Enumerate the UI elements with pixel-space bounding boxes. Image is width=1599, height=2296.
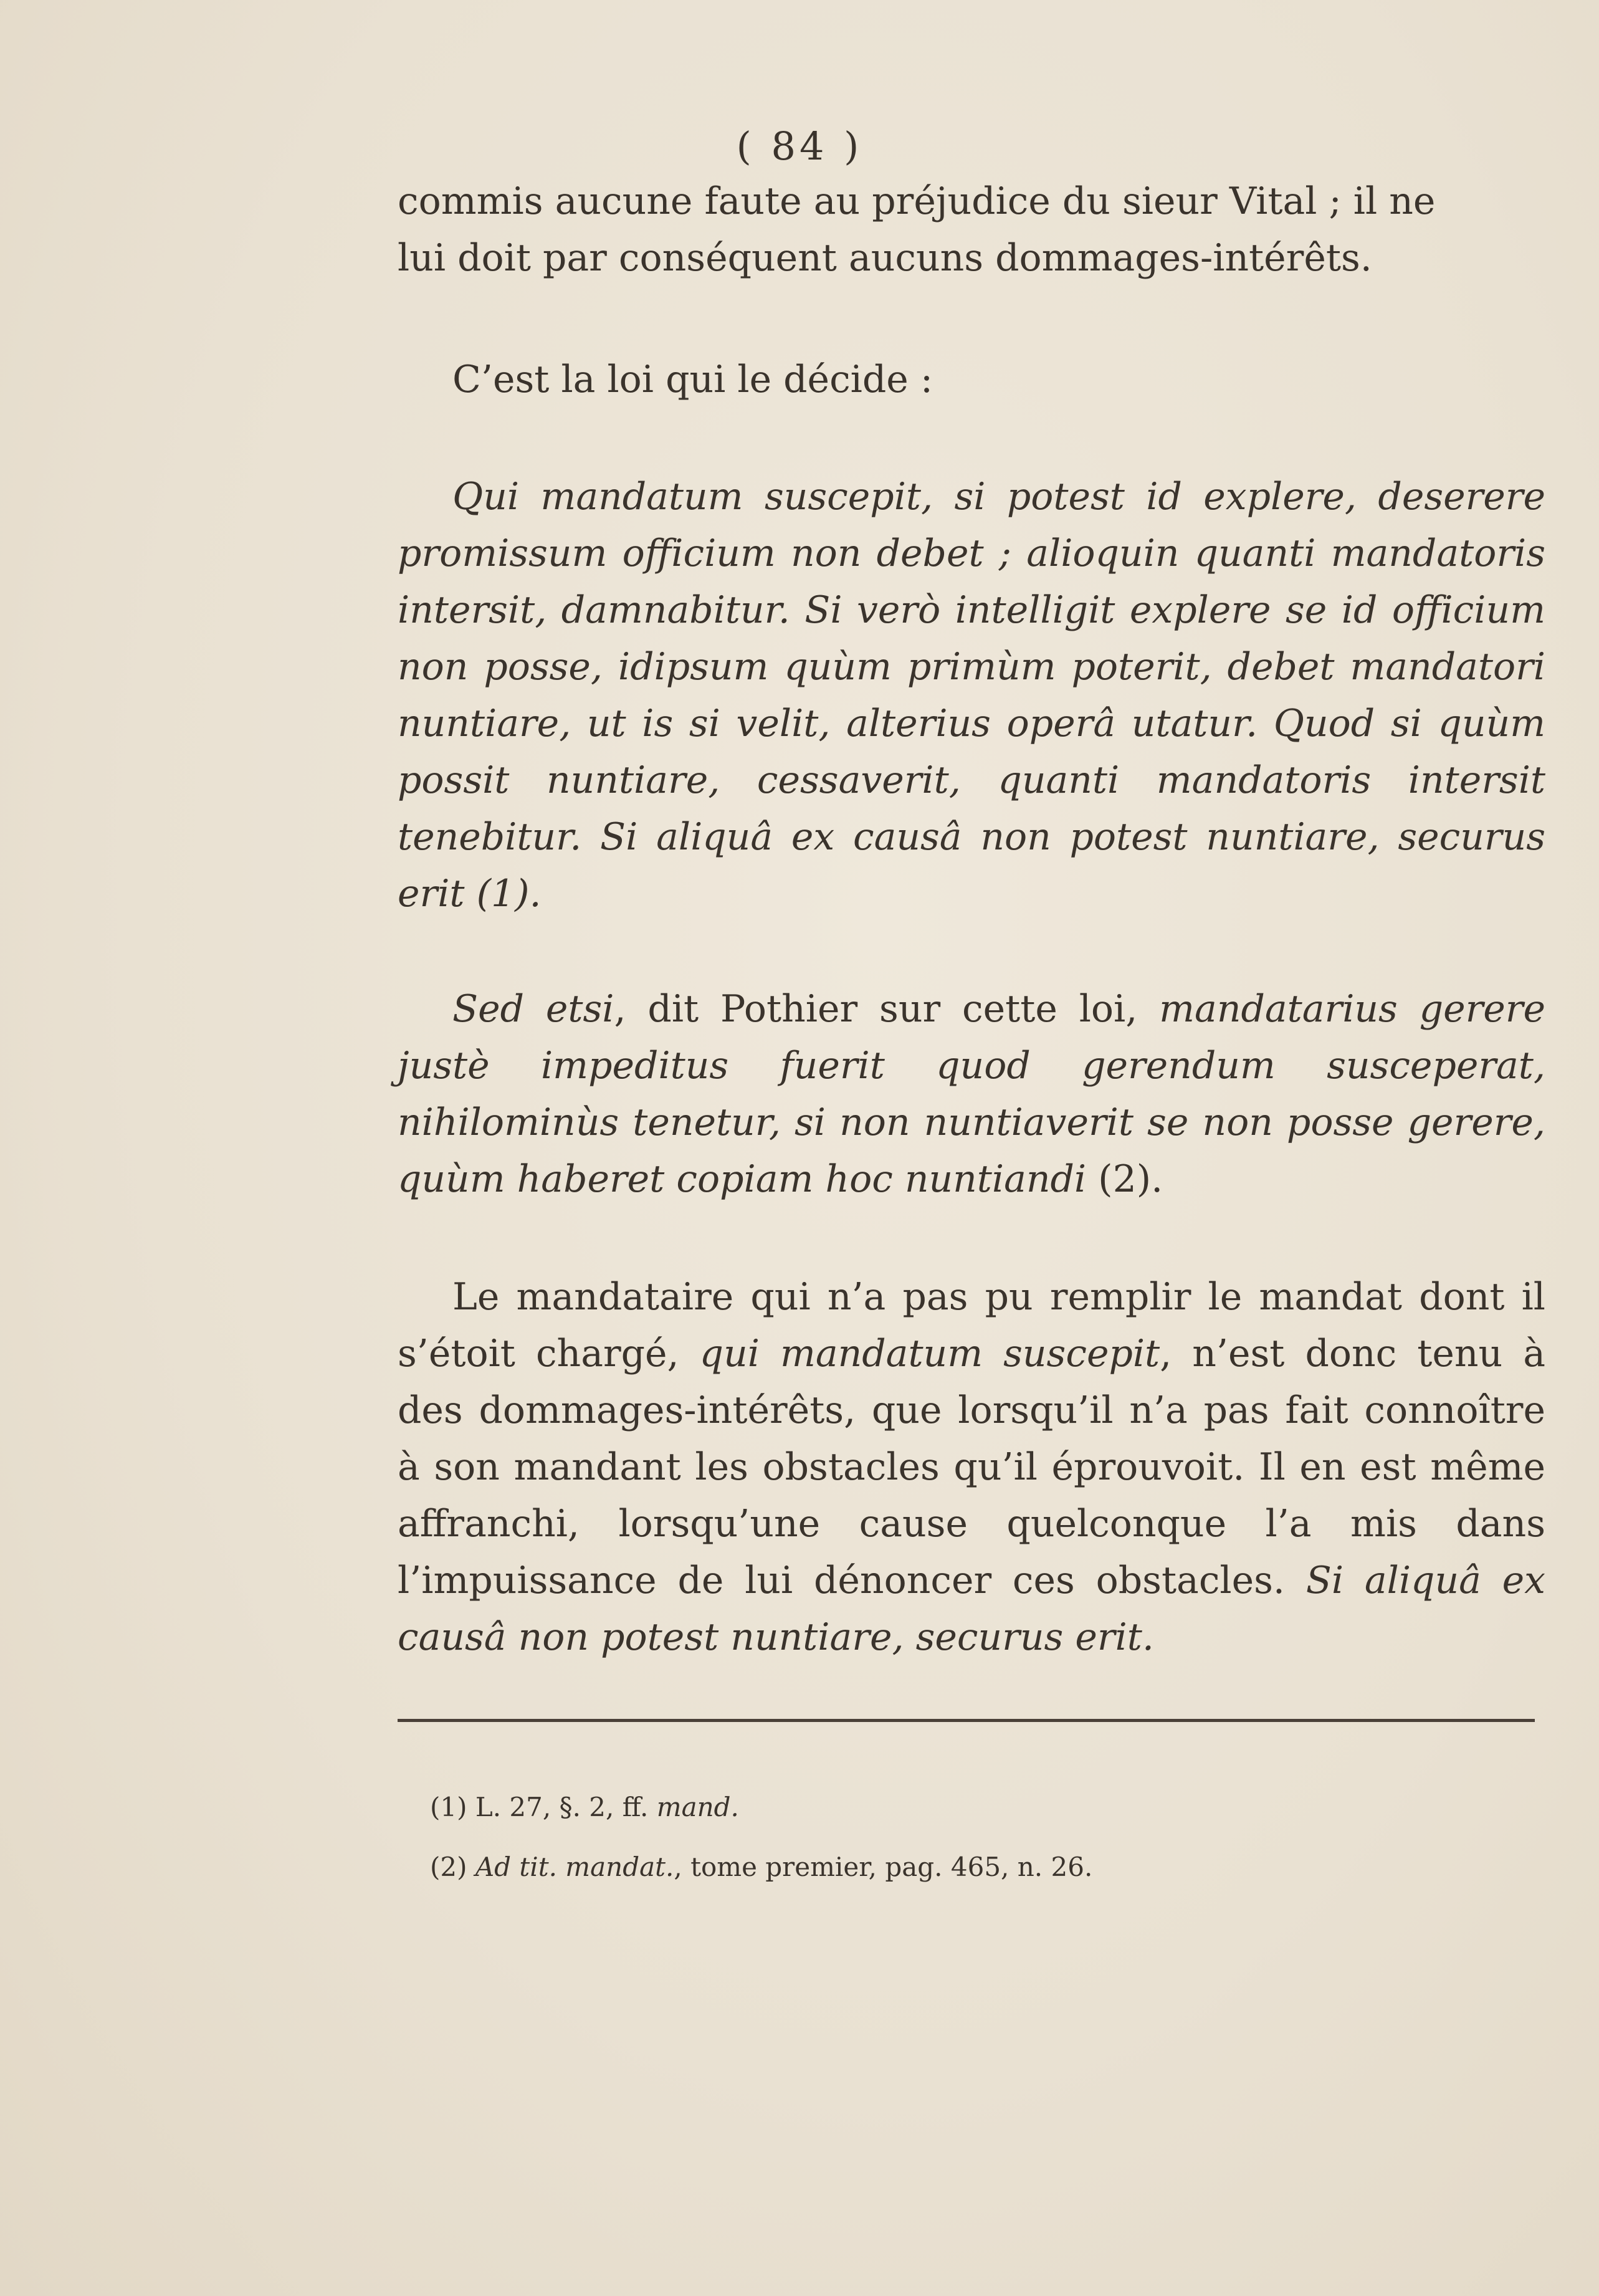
footnote-2-text: , tome premier, pag. 465, n. 26. xyxy=(674,1852,1093,1882)
paragraph-2 xyxy=(398,352,1545,408)
footnotes xyxy=(430,1777,1527,1897)
page-number: ( 84 ) xyxy=(736,123,863,169)
paragraph-4-footnote-ref: (2). xyxy=(1086,1157,1163,1201)
footnote-1 xyxy=(430,1777,1527,1837)
footnote-2-number: (2) xyxy=(430,1852,475,1882)
paragraph-4 xyxy=(398,981,1545,1208)
paragraph-4-text xyxy=(398,981,1545,1208)
paragraph-5-italic-1: qui mandatum suscepit xyxy=(699,1332,1160,1375)
paragraph-5-italic-2: Si aliquâ ex causâ non potest nuntiare, securus erit. xyxy=(398,1559,1545,1659)
paragraph-1-line-2: lui doit par conséquent aucuns dommages-intérêts. xyxy=(398,236,1372,280)
paragraph-3-latin-quote xyxy=(398,469,1545,922)
paragraph-1-line-1: commis aucune faute au préjudice du sieur Vital ; il ne xyxy=(398,179,1436,223)
paragraph-2-text: C’est la loi qui le décide : xyxy=(452,358,933,401)
footnote-2 xyxy=(430,1837,1527,1897)
paragraph-5-part-b: , n’est donc tenu à des dommages-intérêts, que lorsqu’il n’a pas fait connoître à son mandant les obstacles qu’il éprouvoit. Il en est même affranchi, lorsqu’une cause quelconque l’a mis dans l’impuissance de lui dénoncer ces obstacles. xyxy=(398,1332,1545,1602)
paragraph-5 xyxy=(398,1269,1545,1666)
paragraph-4-italic-start: Sed etsi xyxy=(452,987,614,1031)
paragraph-1 xyxy=(398,173,1545,287)
footnote-2-italic: Ad tit. mandat. xyxy=(475,1852,674,1882)
footnote-1-text: L. 27, §. 2, ff. xyxy=(475,1792,657,1822)
footnote-separator xyxy=(398,1719,1535,1722)
paragraph-5-part-a: Le mandataire qui n’a pas pu remplir le mandat dont il s’étoit chargé, xyxy=(398,1275,1545,1375)
footnote-1-italic: mand. xyxy=(656,1792,739,1822)
paragraph-3-text: Qui mandatum suscepit, si potest id explere, deserere promissum officium non debet ; alioquin quanti mandatoris intersit, damnabitur. Si verò intelligit explere se id officium non posse, idipsum quùm primùm poterit, debet mandatori nuntiare, ut is si velit, alterius operâ utatur. Quod si quùm possit nuntiare, cessaverit, quanti mandatoris intersit tenebitur. Si aliquâ ex causâ non potest nuntiare, securus erit (1). xyxy=(398,475,1545,916)
paragraph-5-text xyxy=(398,1269,1545,1666)
paragraph-4-italic-quote: mandatarius gerere justè impeditus fuerit quod gerendum susceperat, nihilominùs tenetur, si non nuntiaverit se non posse gerere, quùm haberet copiam hoc nuntiandi xyxy=(398,987,1545,1201)
paragraph-4-roman: , dit Pothier sur cette loi, xyxy=(614,987,1160,1031)
footnote-1-number: (1) xyxy=(430,1792,475,1822)
